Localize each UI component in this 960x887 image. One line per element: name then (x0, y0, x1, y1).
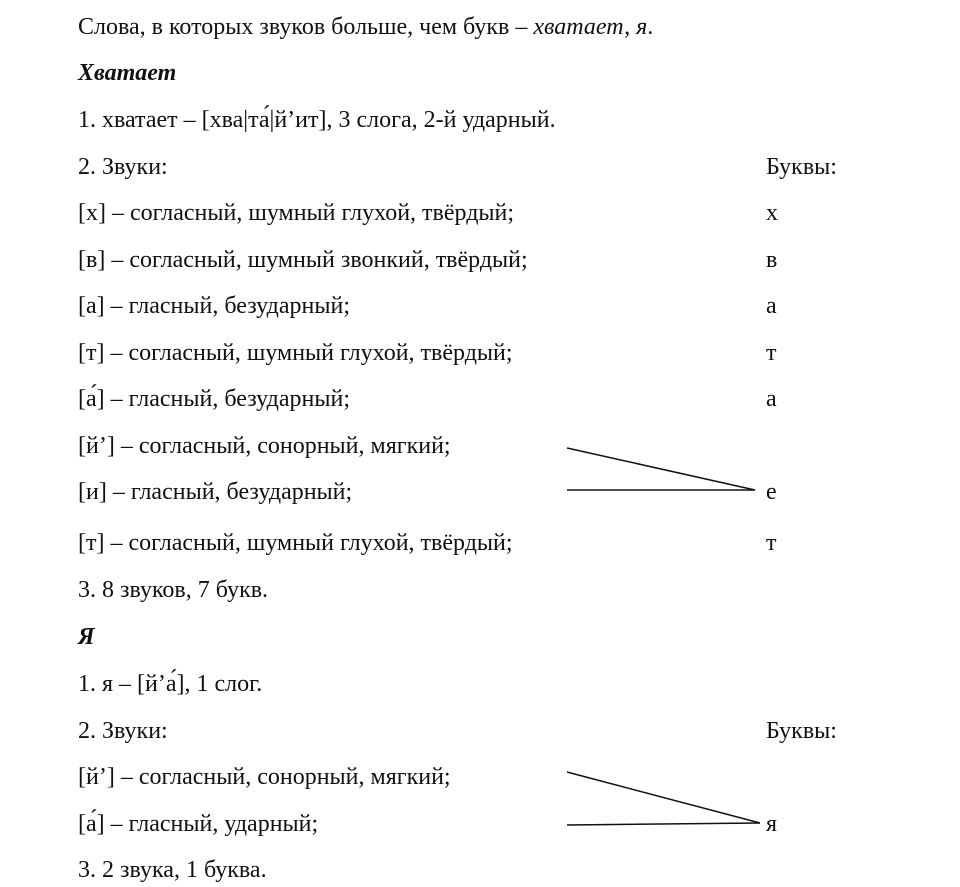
word1-letters-label: Буквы: (766, 154, 837, 180)
word2-sound-row: [а́] – гласный, ударный; (78, 811, 319, 837)
connector-line (567, 823, 760, 825)
word1-letter: в (766, 247, 778, 273)
intro-words: хватает, я (533, 14, 648, 40)
word2-transcription: 1. я – [й’а́], 1 слог. (78, 671, 263, 697)
word1-sound-row: [в] – согласный, шумный звонкий, твёрдый; (78, 247, 528, 273)
intro-text: Слова, в которых звуков больше, чем букв – (78, 14, 534, 40)
word1-letter: а (766, 293, 777, 319)
word1-transcription: 1. хватает – [хва|та́|й’ит], 3 слога, 2-й ударный. (78, 107, 556, 133)
intro-line (78, 12, 653, 42)
word2-letter: я (766, 811, 778, 837)
word1-sound-row: [а́] – гласный, безударный; (78, 386, 351, 412)
word2-letters-label: Буквы: (766, 718, 837, 744)
word2-summary: 3. 2 звука, 1 буква. (78, 857, 267, 883)
word1-sound-row: [т] – согласный, шумный глухой, твёрдый; (78, 340, 513, 366)
word1-summary: 3. 8 звуков, 7 букв. (78, 577, 269, 603)
word2-sound-row: [й’] – согласный, сонорный, мягкий; (78, 764, 451, 790)
word2-sounds-label: 2. Звуки: (78, 718, 168, 744)
word1-sounds-label: 2. Звуки: (78, 154, 168, 180)
word1-letter: а (766, 386, 777, 412)
connector-line (567, 772, 760, 823)
word1-sound-row: [х] – согласный, шумный глухой, твёрдый; (78, 200, 515, 226)
word1-letter: е (766, 479, 777, 505)
word1-sound-row: [т] – согласный, шумный глухой, твёрдый; (78, 530, 513, 556)
word1-letter: т (766, 530, 777, 556)
intro-end: . (647, 14, 654, 40)
word1-sound-row: [а] – гласный, безударный; (78, 293, 351, 319)
word1-sound-row: [и] – гласный, безударный; (78, 479, 353, 505)
word1-title: Хватает (78, 60, 177, 86)
word1-letter: т (766, 340, 777, 366)
connector-line (567, 448, 755, 490)
word2-title: Я (78, 624, 95, 650)
word1-letter: х (766, 200, 778, 226)
word1-sound-row: [й’] – согласный, сонорный, мягкий; (78, 433, 451, 459)
